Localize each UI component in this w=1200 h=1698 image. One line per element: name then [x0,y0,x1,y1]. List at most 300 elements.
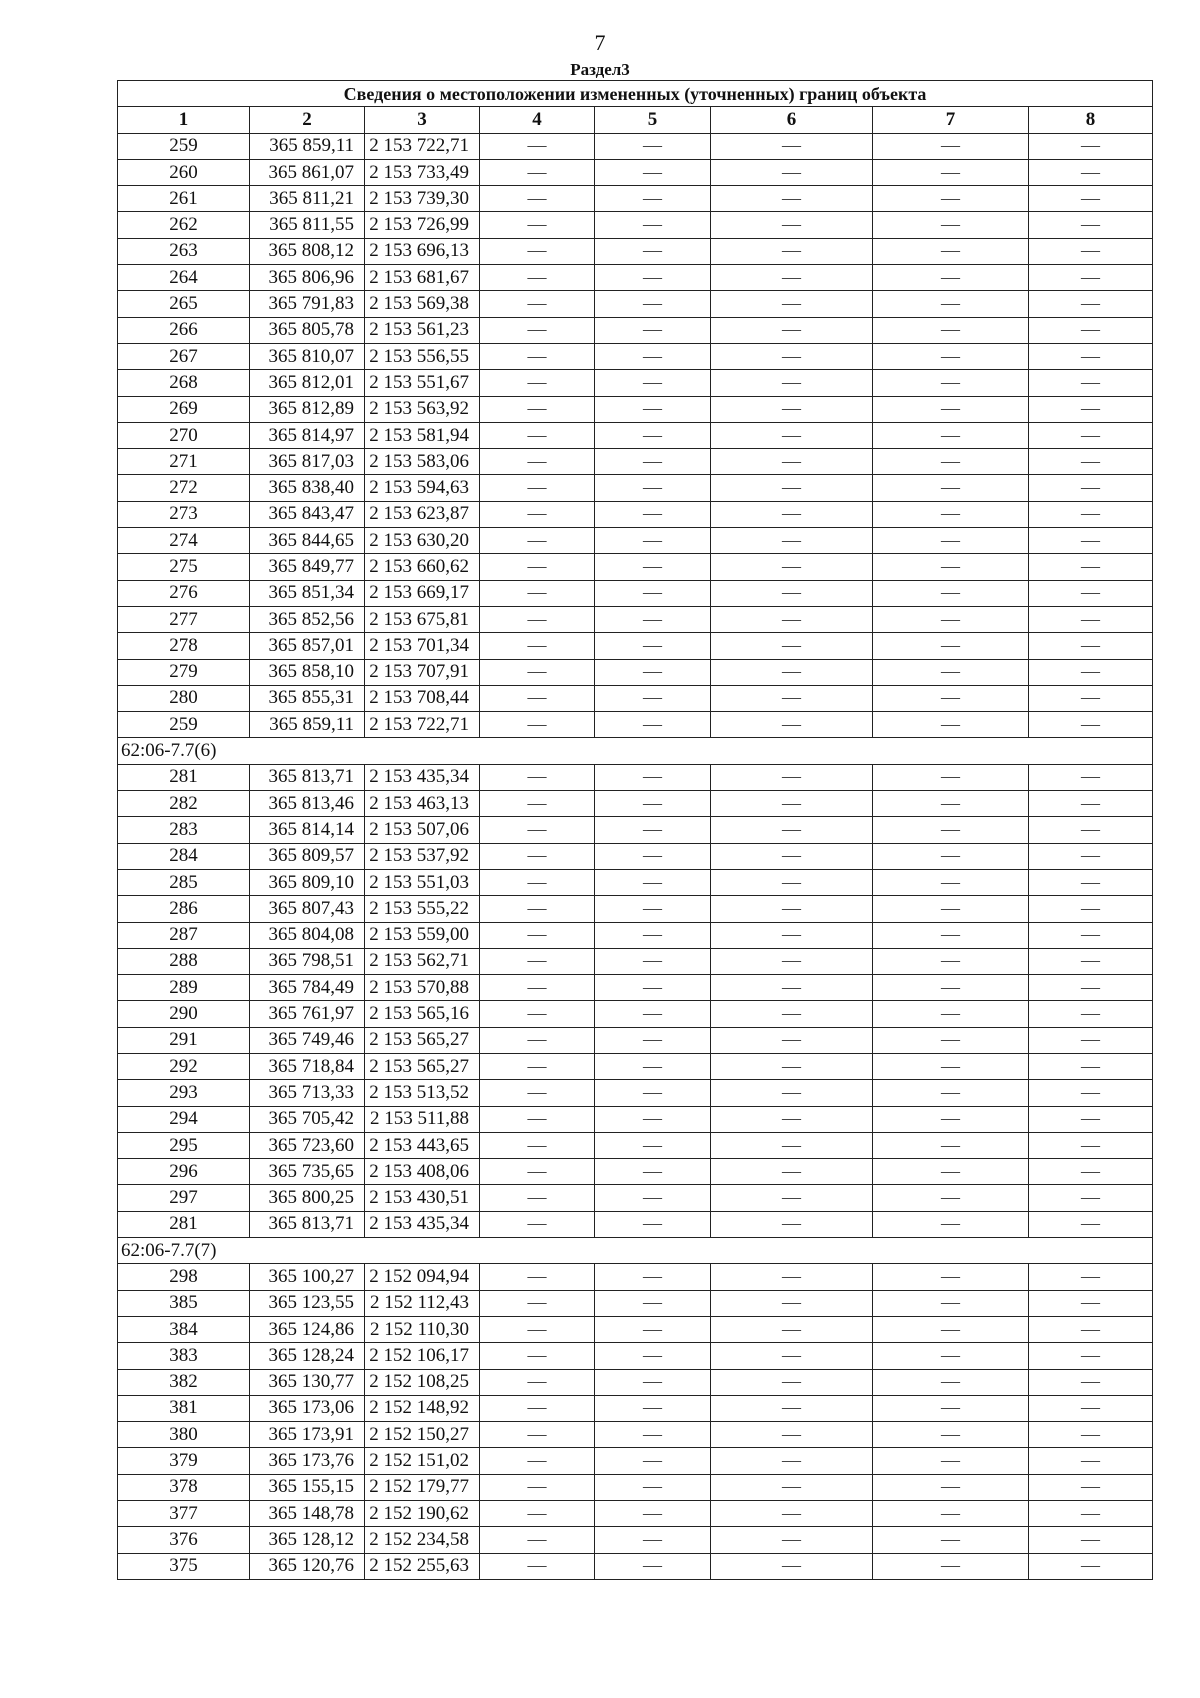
empty-value-dash: — [1029,238,1153,264]
point-number-cell: 271 [118,449,250,475]
table-row [118,1001,1153,1027]
x-coordinate-cell: 365 857,01 [250,633,365,659]
point-number-cell: 269 [118,396,250,422]
table-row [118,580,1153,606]
empty-value-dash: — [595,212,711,238]
x-coordinate-cell: 365 814,97 [250,422,365,448]
empty-value-dash: — [711,580,873,606]
empty-value-dash: — [1029,1106,1153,1132]
table-row [118,817,1153,843]
y-coordinate-cell: 2 153 722,71 [365,133,480,159]
table-row [118,317,1153,343]
point-number-cell: 277 [118,606,250,632]
empty-value-dash: — [1029,685,1153,711]
empty-value-dash: — [595,580,711,606]
point-number-cell: 259 [118,133,250,159]
empty-value-dash: — [480,712,595,738]
x-coordinate-cell: 365 808,12 [250,238,365,264]
table-row [118,1264,1153,1290]
y-coordinate-cell: 2 153 430,51 [365,1185,480,1211]
table-row [118,922,1153,948]
point-number-cell: 274 [118,528,250,554]
table-row [118,948,1153,974]
point-number-cell: 295 [118,1132,250,1158]
point-number-cell: 377 [118,1501,250,1527]
table-row [118,1053,1153,1079]
empty-value-dash: — [873,343,1029,369]
x-coordinate-cell: 365 173,91 [250,1422,365,1448]
empty-value-dash: — [1029,133,1153,159]
empty-value-dash: — [595,948,711,974]
empty-value-dash: — [1029,528,1153,554]
column-header: 3 [365,107,480,133]
table-row [118,238,1153,264]
table-row [118,449,1153,475]
y-coordinate-cell: 2 153 726,99 [365,212,480,238]
empty-value-dash: — [1029,370,1153,396]
empty-value-dash: — [1029,1553,1153,1579]
empty-value-dash: — [873,1080,1029,1106]
y-coordinate-cell: 2 153 408,06 [365,1159,480,1185]
empty-value-dash: — [873,817,1029,843]
table-row [118,1448,1153,1474]
empty-value-dash: — [873,922,1029,948]
empty-value-dash: — [711,659,873,685]
point-number-cell: 278 [118,633,250,659]
x-coordinate-cell: 365 809,57 [250,843,365,869]
empty-value-dash: — [595,265,711,291]
x-coordinate-cell: 365 128,24 [250,1343,365,1369]
empty-value-dash: — [480,238,595,264]
table-row [118,896,1153,922]
y-coordinate-cell: 2 153 565,27 [365,1053,480,1079]
empty-value-dash: — [480,265,595,291]
point-number-cell: 261 [118,186,250,212]
empty-value-dash: — [1029,1448,1153,1474]
empty-value-dash: — [1029,659,1153,685]
empty-value-dash: — [480,659,595,685]
table-row [118,633,1153,659]
empty-value-dash: — [480,633,595,659]
y-coordinate-cell: 2 153 569,38 [365,291,480,317]
empty-value-dash: — [873,1343,1029,1369]
table-row [118,1474,1153,1500]
y-coordinate-cell: 2 153 594,63 [365,475,480,501]
empty-value-dash: — [1029,1185,1153,1211]
empty-value-dash: — [1029,396,1153,422]
empty-value-dash: — [595,133,711,159]
empty-value-dash: — [711,1001,873,1027]
y-coordinate-cell: 2 153 565,27 [365,1027,480,1053]
group-label-row [118,738,1153,764]
point-number-cell: 298 [118,1264,250,1290]
empty-value-dash: — [595,1001,711,1027]
empty-value-dash: — [595,712,711,738]
empty-value-dash: — [873,1448,1029,1474]
y-coordinate-cell: 2 153 551,03 [365,869,480,895]
y-coordinate-cell: 2 153 696,13 [365,238,480,264]
point-number-cell: 284 [118,843,250,869]
y-coordinate-cell: 2 153 669,17 [365,580,480,606]
x-coordinate-cell: 365 812,01 [250,370,365,396]
point-number-cell: 275 [118,554,250,580]
empty-value-dash: — [595,817,711,843]
table-row [118,396,1153,422]
empty-value-dash: — [711,317,873,343]
empty-value-dash: — [595,1422,711,1448]
empty-value-dash: — [873,948,1029,974]
empty-value-dash: — [873,449,1029,475]
empty-value-dash: — [480,554,595,580]
point-number-cell: 292 [118,1053,250,1079]
empty-value-dash: — [873,896,1029,922]
empty-value-dash: — [480,1553,595,1579]
empty-value-dash: — [1029,975,1153,1001]
empty-value-dash: — [873,133,1029,159]
empty-value-dash: — [711,1448,873,1474]
empty-value-dash: — [595,869,711,895]
empty-value-dash: — [480,791,595,817]
empty-value-dash: — [873,528,1029,554]
empty-value-dash: — [480,1027,595,1053]
empty-value-dash: — [1029,948,1153,974]
empty-value-dash: — [1029,1132,1153,1158]
empty-value-dash: — [873,606,1029,632]
empty-value-dash: — [711,1553,873,1579]
point-number-cell: 272 [118,475,250,501]
empty-value-dash: — [711,1527,873,1553]
point-number-cell: 259 [118,712,250,738]
empty-value-dash: — [1029,186,1153,212]
y-coordinate-cell: 2 153 565,16 [365,1001,480,1027]
empty-value-dash: — [711,712,873,738]
x-coordinate-cell: 365 804,08 [250,922,365,948]
y-coordinate-cell: 2 153 581,94 [365,422,480,448]
empty-value-dash: — [595,1027,711,1053]
empty-value-dash: — [595,501,711,527]
y-coordinate-cell: 2 153 660,62 [365,554,480,580]
empty-value-dash: — [480,764,595,790]
empty-value-dash: — [711,1106,873,1132]
y-coordinate-cell: 2 152 234,58 [365,1527,480,1553]
empty-value-dash: — [595,1290,711,1316]
y-coordinate-cell: 2 152 108,25 [365,1369,480,1395]
empty-value-dash: — [873,1527,1029,1553]
empty-value-dash: — [873,370,1029,396]
empty-value-dash: — [480,896,595,922]
empty-value-dash: — [480,580,595,606]
table-row [118,343,1153,369]
table-row [118,1395,1153,1421]
table-row [118,1527,1153,1553]
empty-value-dash: — [1029,501,1153,527]
empty-value-dash: — [711,1264,873,1290]
empty-value-dash: — [711,975,873,1001]
group-label: 62:06-7.7(7) [118,1238,1153,1264]
empty-value-dash: — [873,475,1029,501]
y-coordinate-cell: 2 153 722,71 [365,712,480,738]
empty-value-dash: — [480,1185,595,1211]
empty-value-dash: — [711,1316,873,1342]
empty-value-dash: — [873,1185,1029,1211]
table-row [118,422,1153,448]
empty-value-dash: — [873,1159,1029,1185]
empty-value-dash: — [480,1343,595,1369]
point-number-cell: 267 [118,343,250,369]
empty-value-dash: — [595,159,711,185]
empty-value-dash: — [1029,212,1153,238]
empty-value-dash: — [480,1395,595,1421]
empty-value-dash: — [480,1211,595,1237]
empty-value-dash: — [1029,606,1153,632]
empty-value-dash: — [480,133,595,159]
empty-value-dash: — [873,1027,1029,1053]
empty-value-dash: — [1029,1053,1153,1079]
empty-value-dash: — [1029,817,1153,843]
x-coordinate-cell: 365 723,60 [250,1132,365,1158]
column-header-row [118,107,1153,133]
y-coordinate-cell: 2 153 551,67 [365,370,480,396]
empty-value-dash: — [1029,1264,1153,1290]
empty-value-dash: — [595,1395,711,1421]
x-coordinate-cell: 365 817,03 [250,449,365,475]
point-number-cell: 283 [118,817,250,843]
table-row [118,1080,1153,1106]
x-coordinate-cell: 365 813,46 [250,791,365,817]
empty-value-dash: — [480,212,595,238]
empty-value-dash: — [480,291,595,317]
empty-value-dash: — [1029,843,1153,869]
empty-value-dash: — [595,449,711,475]
empty-value-dash: — [873,554,1029,580]
empty-value-dash: — [873,1553,1029,1579]
y-coordinate-cell: 2 153 733,49 [365,159,480,185]
table-row [118,1290,1153,1316]
y-coordinate-cell: 2 152 190,62 [365,1501,480,1527]
y-coordinate-cell: 2 153 511,88 [365,1106,480,1132]
table-row [118,1159,1153,1185]
y-coordinate-cell: 2 153 435,34 [365,1211,480,1237]
empty-value-dash: — [711,1422,873,1448]
empty-value-dash: — [711,265,873,291]
point-number-cell: 294 [118,1106,250,1132]
empty-value-dash: — [1029,764,1153,790]
empty-value-dash: — [711,1395,873,1421]
x-coordinate-cell: 365 798,51 [250,948,365,974]
empty-value-dash: — [595,1448,711,1474]
group-label-row [118,1238,1153,1264]
empty-value-dash: — [480,975,595,1001]
empty-value-dash: — [595,396,711,422]
empty-value-dash: — [711,1053,873,1079]
point-number-cell: 287 [118,922,250,948]
x-coordinate-cell: 365 811,21 [250,186,365,212]
x-coordinate-cell: 365 123,55 [250,1290,365,1316]
point-number-cell: 293 [118,1080,250,1106]
table-body [118,133,1153,1579]
empty-value-dash: — [480,1474,595,1500]
empty-value-dash: — [480,817,595,843]
table-row [118,501,1153,527]
y-coordinate-cell: 2 153 435,34 [365,764,480,790]
empty-value-dash: — [711,528,873,554]
empty-value-dash: — [595,1474,711,1500]
empty-value-dash: — [711,1290,873,1316]
empty-value-dash: — [595,1159,711,1185]
table-row [118,606,1153,632]
empty-value-dash: — [595,528,711,554]
empty-value-dash: — [873,422,1029,448]
table-row [118,1422,1153,1448]
point-number-cell: 383 [118,1343,250,1369]
empty-value-dash: — [480,528,595,554]
x-coordinate-cell: 365 855,31 [250,685,365,711]
empty-value-dash: — [1029,1474,1153,1500]
empty-value-dash: — [595,685,711,711]
empty-value-dash: — [1029,159,1153,185]
empty-value-dash: — [595,422,711,448]
empty-value-dash: — [595,370,711,396]
empty-value-dash: — [711,1185,873,1211]
empty-value-dash: — [711,1501,873,1527]
empty-value-dash: — [480,1316,595,1342]
empty-value-dash: — [1029,922,1153,948]
empty-value-dash: — [873,843,1029,869]
table-row [118,843,1153,869]
empty-value-dash: — [711,922,873,948]
empty-value-dash: — [480,1106,595,1132]
table-row [118,659,1153,685]
table-row [118,712,1153,738]
x-coordinate-cell: 365 761,97 [250,1001,365,1027]
y-coordinate-cell: 2 153 513,52 [365,1080,480,1106]
empty-value-dash: — [711,1369,873,1395]
empty-value-dash: — [595,791,711,817]
empty-value-dash: — [873,212,1029,238]
point-number-cell: 288 [118,948,250,974]
empty-value-dash: — [1029,1527,1153,1553]
empty-value-dash: — [480,843,595,869]
table-row [118,265,1153,291]
column-header: 8 [1029,107,1153,133]
y-coordinate-cell: 2 152 151,02 [365,1448,480,1474]
x-coordinate-cell: 365 807,43 [250,896,365,922]
x-coordinate-cell: 365 791,83 [250,291,365,317]
point-number-cell: 379 [118,1448,250,1474]
point-number-cell: 378 [118,1474,250,1500]
table-row [118,370,1153,396]
x-coordinate-cell: 365 713,33 [250,1080,365,1106]
x-coordinate-cell: 365 858,10 [250,659,365,685]
table-row [118,1501,1153,1527]
point-number-cell: 280 [118,685,250,711]
empty-value-dash: — [480,396,595,422]
x-coordinate-cell: 365 148,78 [250,1501,365,1527]
empty-value-dash: — [595,764,711,790]
empty-value-dash: — [480,1001,595,1027]
x-coordinate-cell: 365 124,86 [250,1316,365,1342]
y-coordinate-cell: 2 152 148,92 [365,1395,480,1421]
x-coordinate-cell: 365 749,46 [250,1027,365,1053]
empty-value-dash: — [873,291,1029,317]
empty-value-dash: — [1029,1343,1153,1369]
y-coordinate-cell: 2 152 255,63 [365,1553,480,1579]
x-coordinate-cell: 365 705,42 [250,1106,365,1132]
empty-value-dash: — [711,291,873,317]
empty-value-dash: — [480,1448,595,1474]
empty-value-dash: — [711,791,873,817]
empty-value-dash: — [711,633,873,659]
table-caption-row [118,81,1153,107]
table-row [118,1027,1153,1053]
empty-value-dash: — [1029,343,1153,369]
empty-value-dash: — [595,1132,711,1158]
y-coordinate-cell: 2 153 623,87 [365,501,480,527]
empty-value-dash: — [595,1106,711,1132]
table-row [118,1343,1153,1369]
point-number-cell: 266 [118,317,250,343]
table-row [118,291,1153,317]
y-coordinate-cell: 2 153 630,20 [365,528,480,554]
empty-value-dash: — [595,1080,711,1106]
empty-value-dash: — [711,1027,873,1053]
empty-value-dash: — [711,869,873,895]
x-coordinate-cell: 365 805,78 [250,317,365,343]
x-coordinate-cell: 365 859,11 [250,712,365,738]
empty-value-dash: — [1029,475,1153,501]
empty-value-dash: — [1029,1422,1153,1448]
column-header: 5 [595,107,711,133]
empty-value-dash: — [480,343,595,369]
empty-value-dash: — [1029,896,1153,922]
empty-value-dash: — [595,606,711,632]
empty-value-dash: — [480,1053,595,1079]
empty-value-dash: — [595,343,711,369]
point-number-cell: 375 [118,1553,250,1579]
table-row [118,186,1153,212]
section-title: Раздел3 [570,60,630,79]
empty-value-dash: — [480,922,595,948]
empty-value-dash: — [480,1290,595,1316]
empty-value-dash: — [1029,712,1153,738]
empty-value-dash: — [711,843,873,869]
empty-value-dash: — [873,1211,1029,1237]
empty-value-dash: — [595,1053,711,1079]
empty-value-dash: — [711,212,873,238]
empty-value-dash: — [711,1132,873,1158]
empty-value-dash: — [595,1185,711,1211]
empty-value-dash: — [480,1159,595,1185]
empty-value-dash: — [873,1264,1029,1290]
empty-value-dash: — [1029,449,1153,475]
point-number-cell: 262 [118,212,250,238]
empty-value-dash: — [873,1501,1029,1527]
point-number-cell: 265 [118,291,250,317]
point-number-cell: 285 [118,869,250,895]
empty-value-dash: — [873,659,1029,685]
empty-value-dash: — [873,1106,1029,1132]
y-coordinate-cell: 2 152 094,94 [365,1264,480,1290]
y-coordinate-cell: 2 153 555,22 [365,896,480,922]
point-number-cell: 268 [118,370,250,396]
empty-value-dash: — [873,1395,1029,1421]
empty-value-dash: — [873,1474,1029,1500]
empty-value-dash: — [1029,317,1153,343]
point-number-cell: 290 [118,1001,250,1027]
empty-value-dash: — [1029,1395,1153,1421]
y-coordinate-cell: 2 153 707,91 [365,659,480,685]
empty-value-dash: — [595,554,711,580]
